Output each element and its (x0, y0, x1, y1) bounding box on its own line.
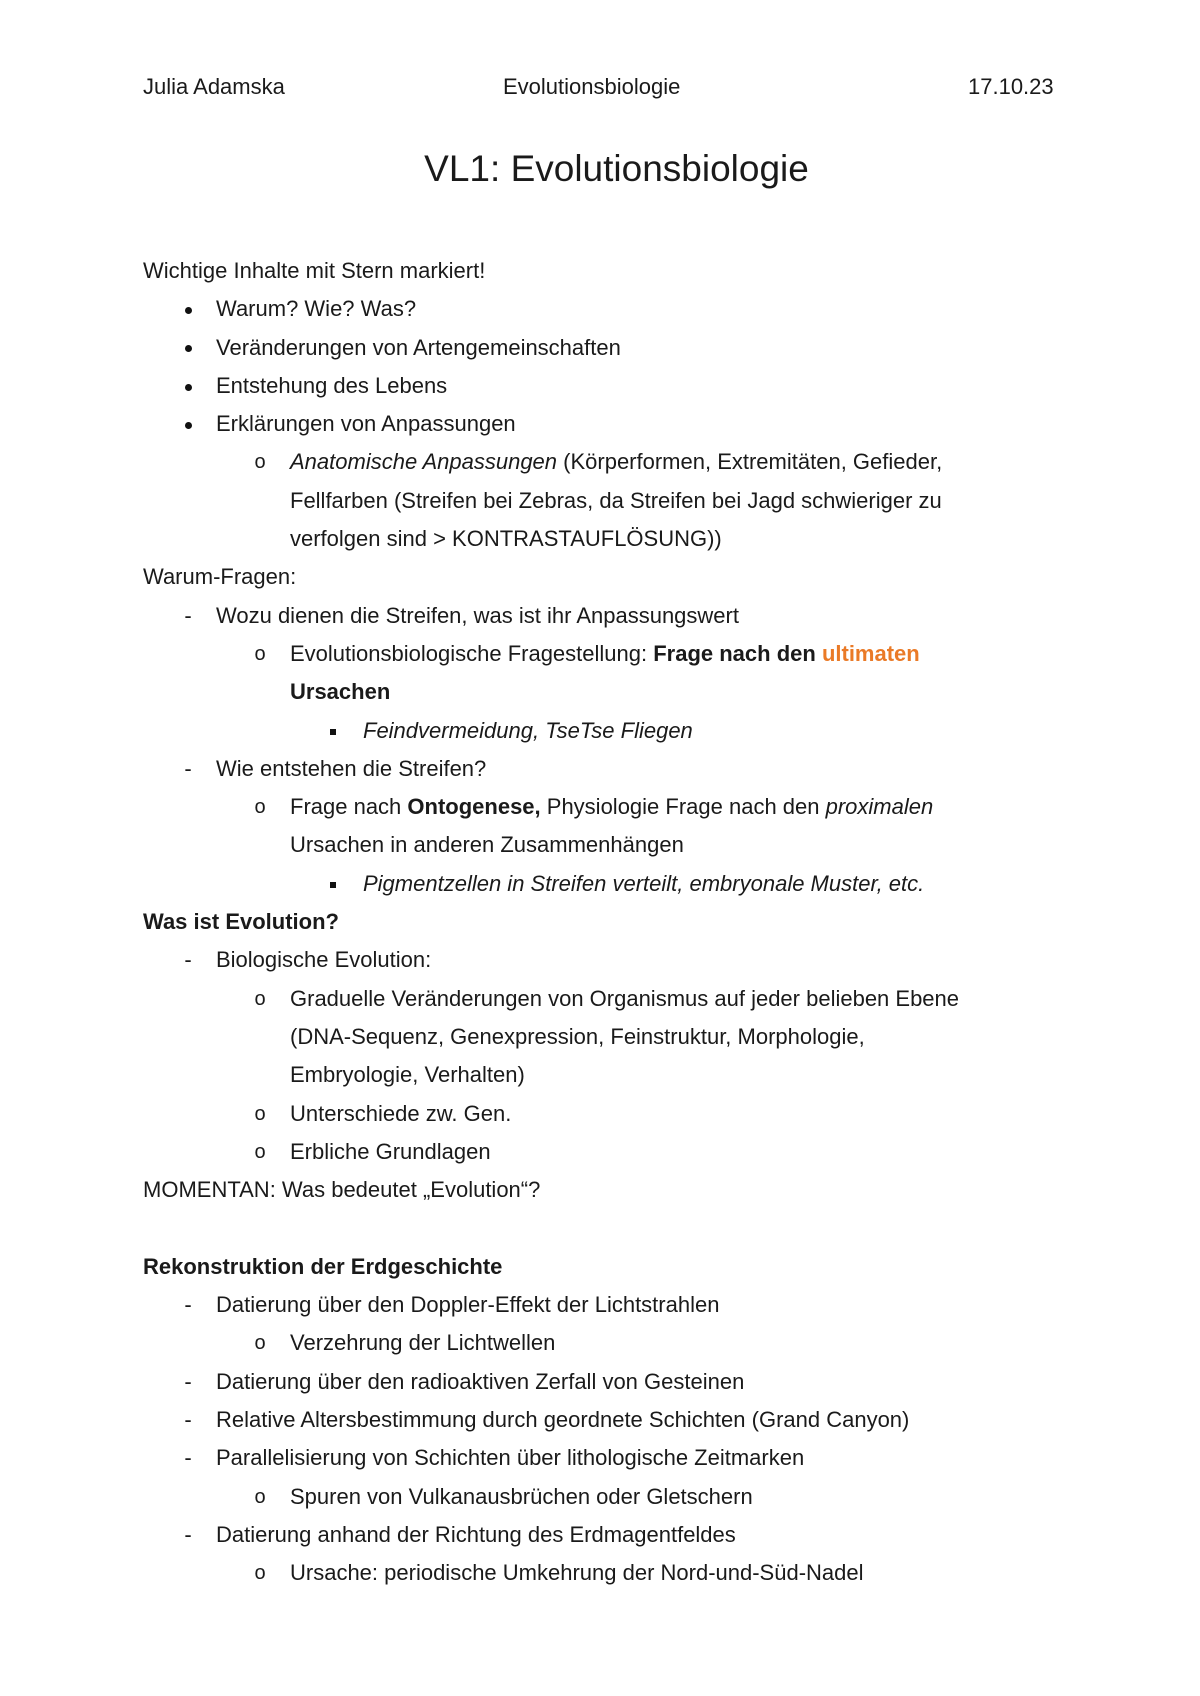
dash-icon: - (184, 1406, 192, 1432)
list-item (143, 1363, 1073, 1401)
anatomic-line-3: verfolgen sind > KONTRASTAUFLÖSUNG)) (290, 526, 722, 552)
dash-icon: - (184, 1368, 192, 1394)
intro-line: Wichtige Inhalte mit Stern markiert! (143, 258, 486, 283)
sub-list-text: Unterschiede zw. Gen. (290, 1100, 512, 1126)
sub-list-continuation: Embryologie, Verhalten) (290, 1062, 525, 1088)
list-item-text: Veränderungen von Artengemeinschaften (216, 334, 621, 360)
reko-heading: Rekonstruktion der Erdgeschichte (143, 1253, 503, 1279)
list-item (143, 405, 1073, 443)
q2-sub-italic: proximalen (825, 794, 934, 820)
detail-item (143, 865, 1073, 903)
list-item (143, 329, 1073, 367)
list-item (143, 597, 1073, 635)
circle-bullet-icon: o (254, 642, 266, 665)
q2-sub-bold: Ontogenese, (407, 794, 541, 820)
sub-list-text: Spuren von Vulkanausbrüchen oder Gletschern (290, 1483, 753, 1509)
list-item (143, 1516, 1073, 1554)
bullet-icon (173, 290, 203, 328)
sub-list-item (143, 635, 1073, 673)
list-item-text: Biologische Evolution: (216, 947, 432, 973)
bullet-icon (173, 405, 203, 443)
header-author: Julia Adamska (143, 74, 285, 99)
warum-heading: Warum-Fragen: (143, 564, 297, 590)
list-item (143, 1439, 1073, 1477)
square-bullet-icon (318, 712, 348, 750)
list-item-text: Wozu dienen die Streifen, was ist ihr Anpassungswert (216, 602, 739, 628)
q1-sub-prefix: Evolutionsbiologische Fragestellung: (290, 640, 654, 666)
sub-list-continuation: (DNA-Sequenz, Genexpression, Feinstruktur, Morphologie, (290, 1023, 865, 1049)
sub-list-text: Erbliche Grundlagen (290, 1138, 491, 1164)
page-title: VL1: Evolutionsbiologie (424, 148, 809, 189)
square-bullet-icon (318, 865, 348, 903)
anatomic-line-2: Fellfarben (Streifen bei Zebras, da Streifen bei Jagd schwieriger zu (290, 487, 942, 513)
q2-sub-prefix: Frage nach (290, 794, 408, 820)
bullet-icon (173, 329, 203, 367)
header-subject: Evolutionsbiologie (503, 74, 681, 99)
sub-list-item (143, 1478, 1073, 1516)
header-date: 17.10.23 (968, 74, 1054, 99)
list-item-text: Warum? Wie? Was? (216, 296, 417, 322)
q2-sub-line-2: Ursachen in anderen Zusammenhängen (290, 832, 684, 858)
sub-list-item (143, 443, 1073, 481)
circle-bullet-icon: o (254, 1332, 266, 1355)
dash-icon: - (184, 755, 192, 781)
momentan-line: MOMENTAN: Was bedeutet „Evolution“? (143, 1177, 541, 1203)
list-item-text: Relative Altersbestimmung durch geordnete Schichten (Grand Canyon) (216, 1406, 910, 1432)
dash-icon: - (184, 947, 192, 973)
bullet-icon (173, 367, 203, 405)
list-item-text: Datierung über den radioaktiven Zerfall von Gesteinen (216, 1368, 745, 1394)
list-item-text: Wie entstehen die Streifen? (216, 755, 487, 781)
detail-item (143, 712, 1073, 750)
q1-sub-highlight: ultimaten (821, 640, 920, 666)
circle-bullet-icon: o (254, 1562, 266, 1585)
document-body (143, 252, 1073, 1592)
sub-list-item (143, 788, 1073, 826)
list-item (143, 941, 1073, 979)
q2-sub-mid: Physiologie Frage nach den (540, 794, 826, 820)
list-item-text: Datierung über den Doppler-Effekt der Lichtstrahlen (216, 1292, 720, 1318)
anatomic-rest: (Körperformen, Extremitäten, Gefieder, (557, 449, 943, 475)
q1-sub-bold: Frage nach den (653, 640, 822, 666)
evolution-heading: Was ist Evolution? (143, 909, 339, 935)
sub-list-item (143, 1133, 1073, 1171)
list-item-text: Erklärungen von Anpassungen (216, 411, 516, 437)
sub-list-text: Verzehrung der Lichtwellen (290, 1330, 556, 1356)
detail-text: Pigmentzellen in Streifen verteilt, embryonale Muster, etc. (363, 870, 925, 896)
list-item (143, 1401, 1073, 1439)
sub-list-item (143, 980, 1073, 1018)
circle-bullet-icon: o (254, 451, 266, 474)
blank-line (143, 1209, 1073, 1247)
q1-sub-line-2: Ursachen (290, 679, 391, 705)
circle-bullet-icon: o (254, 1140, 266, 1163)
dash-icon: - (184, 602, 192, 628)
circle-bullet-icon: o (254, 1102, 266, 1125)
dash-icon: - (184, 1445, 192, 1471)
list-item-text: Datierung anhand der Richtung des Erdmagentfeldes (216, 1521, 736, 1547)
list-item (143, 750, 1073, 788)
list-item (143, 290, 1073, 328)
detail-text: Feindvermeidung, TseTse Fliegen (363, 717, 693, 743)
list-item-text: Entstehung des Lebens (216, 372, 448, 398)
dash-icon: - (184, 1521, 192, 1547)
sub-list-text: Ursache: periodische Umkehrung der Nord-und-Süd-Nadel (290, 1560, 864, 1586)
anatomic-italic: Anatomische Anpassungen (290, 449, 558, 475)
sub-list-item (143, 1554, 1073, 1592)
circle-bullet-icon: o (254, 1485, 266, 1508)
dash-icon: - (184, 1292, 192, 1318)
list-item-text: Parallelisierung von Schichten über lithologische Zeitmarken (216, 1445, 805, 1471)
circle-bullet-icon: o (254, 987, 266, 1010)
list-item (143, 1286, 1073, 1324)
sub-list-item (143, 1324, 1073, 1362)
sub-list-text: Graduelle Veränderungen von Organismus auf jeder belieben Ebene (290, 985, 960, 1011)
sub-list-item (143, 1095, 1073, 1133)
list-item (143, 367, 1073, 405)
circle-bullet-icon: o (254, 796, 266, 819)
